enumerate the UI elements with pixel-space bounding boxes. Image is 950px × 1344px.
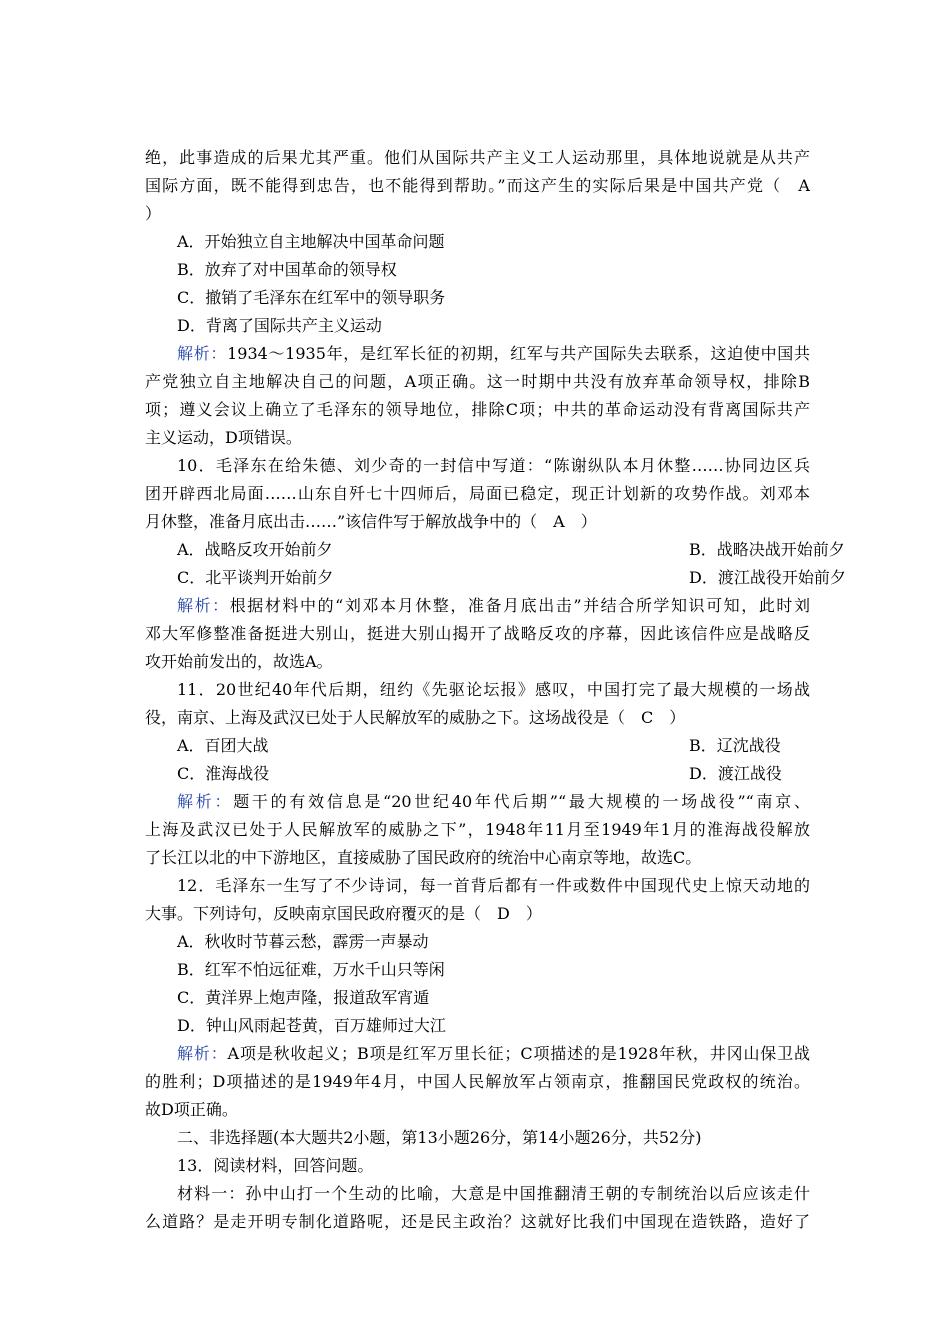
q10-options-row-1 [177, 540, 845, 560]
q9-analysis-line-4: 主义运动，D项错误。 [145, 428, 302, 447]
q10-stem-line-1: 10．毛泽东在给朱德、刘少奇的一封信中写道：“陈谢纵队本月休整……协同边区兵 [177, 456, 810, 475]
q11-option-d: D．渡江战役 [689, 764, 782, 783]
q12-option-d: D．钟山风雨起苍黄，百万雄师过大江 [177, 1016, 446, 1035]
q12-stem-line-1: 12．毛泽东一生写了不少诗词，每一首背后都有一件或数件中国现代史上惊天动地的 [177, 876, 810, 895]
q11-analysis-line-3: 了长江以北的中下游地区，直接威胁了国民政府的统治中心南京等地，故选C。 [145, 848, 702, 867]
q11-stem-line-1: 11．20世纪40年代后期，纽约《先驱论坛报》感叹，中国打完了最大规模的一场战 [177, 680, 810, 699]
q12-analysis-line-3: 故D项正确。 [145, 1100, 238, 1119]
q11-analysis-line-1 [177, 792, 810, 812]
section2-heading: 二、非选择题(本大题共2小题，第13小题26分，第14小题26分，共52分) [177, 1128, 702, 1147]
q9-analysis-line-2: 产党独立自主地解决自己的问题，A项正确。这一时期中共没有放弃革命领导权，排除B [145, 372, 810, 391]
q11-analysis-text-1: 题干的有效信息是“20世纪40年代后期”“最大规模的一场战役”“南京、 [233, 792, 810, 811]
q10-option-b: B．战略决战开始前夕 [689, 540, 845, 559]
q10-option-a: A．战略反攻开始前夕 [177, 540, 333, 559]
q10-stem-line-3: 月休整，准备月底出击……”该信件写于解放战争中的（ A ） [145, 512, 597, 531]
q10-options-row-2 [177, 568, 846, 588]
q9-option-b: B．放弃了对中国革命的领导权 [177, 260, 397, 279]
q11-option-a: A．百团大战 [177, 736, 269, 755]
q10-option-c: C．北平谈判开始前夕 [177, 568, 334, 587]
q11-option-c: C．淮海战役 [177, 764, 270, 783]
q13-stem: 13．阅读材料，回答问题。 [177, 1156, 374, 1175]
q9-stem-line-2: 国际方面，既不能得到忠告，也不能得到帮助。”而这产生的实际后果是中国共产党（ A [145, 176, 810, 195]
q10-analysis-line-2: 邓大军修整准备挺进大别山，挺进大别山揭开了战略反攻的序幕，因此该信件应是战略反 [145, 624, 810, 643]
q10-analysis-text-1: 根据材料中的“刘邓本月休整，准备月底出击”并结合所学知识可知，此时刘 [229, 596, 810, 615]
q9-option-a: A．开始独立自主地解决中国革命问题 [177, 232, 445, 251]
q10-analysis-line-3: 攻开始前发出的，故选A。 [145, 652, 333, 671]
q11-options-row-2 [177, 764, 810, 784]
q12-stem-line-2: 大事。下列诗句，反映南京国民政府覆灭的是（ D ） [145, 904, 542, 923]
q13-material-line-2: 么道路？是走开明专制化道路呢，还是民主政治？这就好比我们中国现在造铁路，造好了 [145, 1212, 810, 1231]
q12-analysis-text-1: A项是秋收起义；B项是红军万里长征；C项描述的是1928年秋，井冈山保卫战 [227, 1044, 810, 1063]
q11-option-b: B．辽沈战役 [689, 736, 781, 755]
q13-material-line-1: 材料一：孙中山打一个生动的比喻，大意是中国推翻清王朝的专制统治以后应该走什 [177, 1184, 810, 1203]
q10-stem-line-2: 团开辟西北局面……山东自歼七十四师后，局面已稳定，现正计划新的攻势作战。刘邓本 [145, 484, 810, 503]
q10-analysis-label: 解析： [177, 596, 230, 615]
q9-option-c: C．撤销了毛泽东在红军中的领导职务 [177, 288, 446, 307]
q9-option-d: D．背离了国际共产主义运动 [177, 316, 382, 335]
q9-stem-line-1: 绝，此事造成的后果尤其严重。他们从国际共产主义工人运动那里，具体地说就是从共产 [145, 148, 810, 167]
q9-analysis-line-3: 项；遵义会议上确立了毛泽东的领导地位，排除C项；中共的革命运动没有背离国际共产 [145, 400, 810, 419]
q9-stem-line-3: ） [145, 204, 162, 223]
q11-options-row-1 [177, 736, 810, 756]
q9-analysis-line-1 [177, 344, 810, 364]
q9-analysis-label: 解析： [177, 344, 228, 363]
q12-option-c: C．黄洋界上炮声隆，报道敌军宵遁 [177, 988, 430, 1007]
q12-analysis-line-1 [177, 1044, 810, 1064]
q10-analysis-line-1 [177, 596, 810, 616]
q12-analysis-line-2: 的胜利；D项描述的是1949年4月，中国人民解放军占领南京，推翻国民党政权的统治。 [145, 1072, 810, 1091]
q9-analysis-text-1: 1934～1935年，是红军长征的初期，红军与共产国际失去联系，这迫使中国共 [227, 344, 810, 363]
q10-option-d: D．渡江战役开始前夕 [689, 568, 846, 587]
q12-option-b: B．红军不怕远征难，万水千山只等闲 [177, 960, 445, 979]
q11-analysis-label: 解析： [177, 792, 234, 811]
q12-option-a: A．秋收时节暮云愁，霹雳一声暴动 [177, 932, 429, 951]
q11-analysis-line-2: 上海及武汉已处于人民解放军的威胁之下”，1948年11月至1949年1月的淮海战役解放 [145, 820, 810, 839]
q12-analysis-label: 解析： [177, 1044, 228, 1063]
q11-stem-line-2: 役，南京、上海及武汉已处于人民解放军的威胁之下。这场战役是（ C ） [145, 708, 686, 727]
